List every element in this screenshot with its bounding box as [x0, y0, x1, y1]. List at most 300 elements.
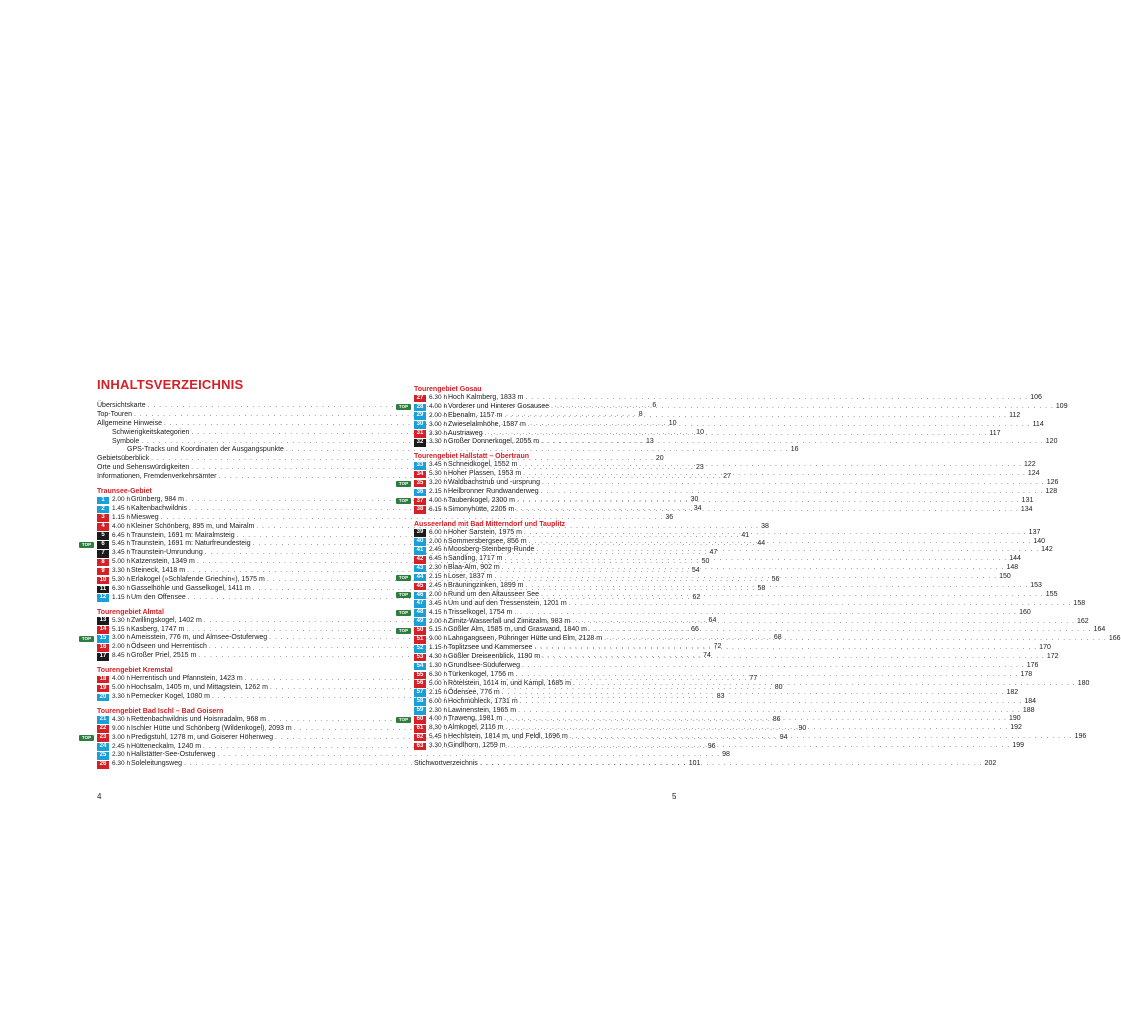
tour-entry[interactable]	[414, 697, 1037, 707]
tour-number-badge: 28	[414, 404, 426, 412]
tour-page: 155	[1045, 590, 1058, 598]
toc-entry-label: Allgemeine Hinweise	[97, 419, 162, 427]
tour-page: 96	[707, 742, 716, 750]
tour-page: 106	[1030, 394, 1042, 401]
tour-entry[interactable]	[414, 505, 1033, 515]
tour-number-badge: 15	[97, 635, 109, 643]
tour-page: 126	[1046, 479, 1059, 487]
tour-duration: 2.30 h	[429, 706, 448, 714]
tour-duration: 3.30 h	[429, 742, 448, 750]
tour-name: Ebenalm, 1157 m	[448, 411, 503, 419]
leader-dots	[494, 573, 997, 582]
section-title: Tourengebiet Kremstal	[97, 667, 173, 675]
leader-dots	[504, 412, 1007, 421]
tour-duration: 6.30 h	[429, 394, 448, 401]
toc-entry-page: 10	[668, 419, 677, 427]
leader-dots	[541, 438, 1044, 447]
leader-dots	[504, 555, 1007, 564]
tour-number-badge: 60	[414, 716, 426, 724]
tour-duration: 5.45 h	[429, 733, 448, 741]
tour-number-badge: 8	[97, 559, 109, 567]
tour-duration: 6.30 h	[429, 670, 448, 678]
toc-entry-page: 10	[696, 428, 704, 436]
tour-number-badge: 48	[414, 609, 426, 617]
tour-page: 62	[692, 593, 701, 601]
leader-dots	[522, 662, 1025, 671]
tour-number-badge: 25	[97, 752, 109, 760]
tour-duration: 3.00 h	[112, 634, 131, 642]
tour-duration: 1.15 h	[429, 644, 448, 652]
tour-name: Hoher Sarstein, 1975 m	[448, 528, 522, 536]
tour-number-badge: 55	[414, 672, 426, 680]
tour-number-badge: 61	[414, 725, 426, 733]
tour-number-badge: 37	[414, 498, 426, 506]
tour-page: 142	[1041, 546, 1053, 554]
tour-name: Lahngangseen, Pühringer Hütte und Elm, 2128 m	[448, 635, 603, 643]
tour-entry[interactable]	[414, 706, 1035, 716]
tour-page: 182	[1006, 688, 1019, 696]
tour-page: 77	[749, 675, 758, 683]
tour-name: Zwillingskogel, 1402 m	[131, 616, 202, 624]
tour-entry[interactable]	[97, 751, 730, 760]
tour-duration: 4.00 h	[429, 715, 448, 723]
tour-number-badge: 33	[414, 462, 426, 470]
tour-duration: 4.00 h	[112, 675, 131, 683]
tour-page: 80	[774, 684, 783, 692]
tour-page: 58	[757, 584, 766, 592]
tour-name: Sandling, 1717 m	[448, 555, 503, 563]
tour-duration: 9.00 h	[429, 635, 448, 643]
tour-page: 128	[1045, 488, 1058, 496]
top-tour-badge: TOP	[396, 610, 411, 616]
index-page: 202	[984, 759, 997, 767]
tour-duration: 4.15 h	[429, 608, 448, 616]
tour-duration: 5.15 h	[429, 626, 448, 634]
tour-page: 94	[779, 733, 788, 741]
tour-duration: 3.30 h	[429, 438, 448, 446]
tour-number-badge: 9	[97, 568, 109, 576]
tour-number-badge: 5	[97, 532, 109, 540]
tour-name: Kasberg, 1747 m	[131, 625, 185, 633]
tour-number-badge: 38	[414, 506, 426, 514]
tour-number-badge: 57	[414, 689, 426, 697]
page-number-right: 5	[672, 792, 677, 801]
tour-number-badge: 3	[97, 514, 109, 522]
tour-duration: 5.45 h	[112, 540, 131, 548]
tour-page: 131	[1021, 496, 1034, 504]
tour-number-badge: 45	[414, 583, 426, 591]
leader-dots	[519, 461, 1022, 470]
tour-duration: 6.30 h	[112, 760, 131, 768]
tour-duration: 2.00 h	[429, 590, 448, 598]
tour-name: Predigstuhl, 1278 m, und Goiserer Höhenweg	[131, 733, 274, 741]
tour-page: 72	[713, 643, 722, 651]
top-tour-badge: TOP	[396, 404, 411, 410]
top-tour-badge: TOP	[396, 717, 411, 723]
tour-page: 74	[703, 652, 711, 660]
leader-dots	[514, 609, 1017, 618]
leader-dots	[551, 403, 1054, 412]
tour-name: Rötelstein, 1614 m, und Kampl, 1685 m	[448, 679, 571, 687]
tour-duration: 3.30 h	[112, 567, 131, 575]
tour-number-badge: 58	[414, 698, 426, 706]
tour-number-badge: 32	[414, 439, 426, 447]
tour-name: Hoher Plassen, 1953 m	[448, 470, 522, 478]
toc-entry-label: Top-Touren	[97, 410, 133, 418]
leader-dots	[525, 394, 1028, 403]
toc-entry-page: 16	[790, 446, 799, 454]
tour-entry[interactable]	[414, 662, 1039, 671]
tour-duration: 5.00 h	[112, 684, 131, 692]
top-tour-badge: TOP	[396, 481, 411, 487]
leader-dots	[542, 479, 1045, 488]
tour-duration: 6.15 h	[429, 505, 448, 513]
tour-name: Ameisstein, 776 m, und Almsee-Ostuferweg	[131, 634, 268, 642]
tour-name: Traunstein, 1691 m: Naturfreundesteig	[131, 540, 251, 548]
tour-number-badge: 26	[97, 761, 109, 769]
tour-page: 188	[1022, 706, 1035, 714]
tour-name: Großer Priel, 2515 m	[131, 652, 197, 660]
tour-page: 50	[701, 558, 710, 566]
tour-number-badge: 18	[97, 676, 109, 684]
tour-name: Zimitz-Wasserfall und Zimitzalm, 983 m	[448, 617, 571, 625]
tour-page: 30	[690, 496, 699, 504]
tour-number-badge: 41	[414, 547, 426, 555]
tour-page: 164	[1093, 626, 1106, 634]
tour-name: Um und auf den Tressenstein, 1201 m	[448, 599, 567, 607]
tour-duration: 6.45 h	[112, 531, 131, 539]
tour-page: 196	[1074, 733, 1087, 741]
tour-name: Traunstein, 1691 m: Mairalmsteig	[131, 531, 235, 539]
tour-name: Gößler Alm, 1585 m, und Graswand, 1840 m	[448, 626, 587, 634]
tour-name: Ischler Hütte und Schönberg (Wildenkogel), 2093 m	[131, 724, 292, 732]
tour-page: 120	[1045, 438, 1058, 446]
top-tour-badge: TOP	[79, 735, 94, 741]
tour-number-badge: 17	[97, 653, 109, 661]
tour-number-badge: 43	[414, 565, 426, 573]
tour-name: Sommersbergsee, 856 m	[448, 537, 527, 545]
tour-page: 172	[1046, 653, 1059, 661]
tour-page: 148	[1006, 564, 1019, 572]
tour-name: Rettenbachwildnis und Hoisnradalm, 968 m	[131, 715, 267, 723]
tour-number-badge: 31	[414, 430, 426, 438]
tour-duration: 8.45 h	[112, 652, 131, 660]
tour-duration: 1.15 h	[112, 513, 131, 521]
tour-page: 68	[773, 634, 782, 642]
tour-duration: 2.45 h	[429, 546, 448, 554]
tour-entry[interactable]	[414, 599, 1086, 609]
tour-duration: 3.30 h	[429, 429, 448, 437]
tour-number-badge: 11	[97, 586, 109, 594]
toc-entry-page: 6	[652, 402, 657, 409]
tour-name: Katzenstein, 1349 m	[131, 558, 195, 566]
leader-dots	[504, 715, 1007, 724]
tour-name: Steineck, 1418 m	[131, 567, 186, 575]
leader-dots	[485, 430, 988, 439]
tour-page: 83	[716, 692, 725, 700]
tour-duration: 5.30 h	[112, 616, 131, 624]
tour-name: Trisselkogel, 1754 m	[448, 608, 513, 616]
leader-dots	[541, 591, 1044, 600]
tour-number-badge: 36	[414, 489, 426, 497]
tour-duration: 1.45 h	[112, 504, 131, 512]
index-label: Stichwortverzeichnis	[414, 759, 478, 767]
tour-number-badge: 30	[414, 421, 426, 429]
tour-number-badge: 2	[97, 506, 109, 514]
tour-name: Hallstätter-See-Ostuferweg	[131, 751, 216, 759]
tour-duration: 6.00 h	[429, 697, 448, 705]
tour-duration: 3.00 h	[429, 420, 448, 428]
tour-duration: 2.00 h	[112, 496, 131, 504]
toc-entry-label: Symbole	[112, 437, 140, 445]
tour-entry[interactable]	[414, 394, 1042, 403]
tour-name: Um den Offensee	[131, 593, 186, 601]
tour-page: 101	[688, 760, 701, 768]
tour-page: 86	[772, 715, 781, 723]
tour-name: Gößler Dreiseenblick, 1190 m	[448, 653, 541, 661]
tour-duration: 3.20 h	[429, 479, 448, 487]
tour-page: 184	[1024, 697, 1037, 705]
leader-dots	[534, 644, 1037, 653]
leader-dots	[541, 488, 1044, 497]
tour-name: Erlakogel (»Schlafende Griechin«), 1575 m	[131, 576, 265, 584]
tour-number-badge: 54	[414, 663, 426, 671]
tour-number-badge: 29	[414, 412, 426, 420]
toc-entry-label: GPS-Tracks und Koordinaten der Ausgangspunkte	[127, 446, 284, 454]
toc-entry-label: Gebietsüberblick	[97, 455, 150, 463]
top-tour-badge: TOP	[396, 628, 411, 634]
leader-dots	[517, 497, 1020, 506]
tour-duration: 4.30 h	[429, 653, 448, 661]
tour-number-badge: 20	[97, 694, 109, 702]
tour-duration: 5.00 h	[112, 558, 131, 566]
toc-entry[interactable]	[97, 446, 799, 455]
tour-number-badge: 50	[414, 627, 426, 635]
toc-entry-label: Übersichtskarte	[97, 402, 146, 409]
page-number-left: 4	[97, 792, 102, 801]
tour-name: Pernecker Kogel, 1080 m	[131, 692, 210, 700]
leader-dots	[570, 733, 1073, 742]
top-tour-badge: TOP	[396, 592, 411, 598]
tour-name: Grundlsee-Süduferweg	[448, 662, 520, 670]
toc-entry-label: Informationen, Fremdenverkehrsämter	[97, 473, 217, 481]
tour-duration: 2.45 h	[429, 582, 448, 590]
tour-number-badge: 16	[97, 644, 109, 652]
leader-dots	[524, 529, 1027, 538]
tour-number-badge: 47	[414, 600, 426, 608]
tour-name: Hochsalm, 1405 m, und Mittagstein, 1262 m	[131, 684, 268, 692]
tour-name: Soleleitungsweg	[131, 760, 182, 768]
tour-entry[interactable]	[97, 513, 674, 523]
tour-page: 38	[761, 522, 769, 530]
tour-number-badge: 19	[97, 685, 109, 693]
tour-page: 90	[798, 724, 807, 732]
tour-duration: 4.00 h	[429, 496, 448, 504]
tour-name: Türkenkogel, 1756 m	[448, 670, 514, 678]
tour-name: Ödensee, 776 m	[448, 688, 500, 696]
tour-name: Großer Donnerkogel, 2055 m	[448, 438, 540, 446]
tour-entry[interactable]	[414, 488, 1058, 497]
tour-name: Heilbronner Rundwanderweg	[448, 488, 539, 496]
tour-page: 144	[1009, 555, 1021, 563]
tour-page: 199	[1012, 742, 1025, 750]
tour-name: Austriaweg	[448, 429, 483, 437]
tour-name: Schneidkogel, 1552 m	[448, 461, 518, 469]
tour-number-badge: 14	[97, 626, 109, 634]
tour-page: 134	[1020, 505, 1033, 513]
tour-duration: 2.00 h	[112, 643, 131, 651]
tour-duration: 6.30 h	[112, 584, 131, 592]
section-title: Tourengebiet Gosau	[414, 386, 482, 393]
tour-number-badge: 21	[97, 716, 109, 724]
tour-page: 112	[1009, 411, 1021, 419]
tour-duration: 2.15 h	[429, 573, 448, 581]
section-title: Traunsee-Gebiet	[97, 488, 152, 496]
tour-page: 153	[1030, 582, 1042, 590]
tour-duration: 5.30 h	[429, 470, 448, 478]
leader-dots	[573, 680, 1076, 689]
tour-page: 66	[691, 625, 699, 633]
leader-dots	[502, 689, 1005, 698]
leader-dots	[604, 635, 1107, 644]
tour-name: Hochmühleck, 1731 m	[448, 697, 518, 705]
tour-number-badge: 46	[414, 592, 426, 600]
leader-dots	[569, 600, 1072, 609]
leader-dots	[528, 421, 1031, 430]
tour-name: Kaltenbachwildnis	[131, 504, 188, 512]
leader-dots	[516, 671, 1019, 680]
tour-number-badge: 34	[414, 471, 426, 479]
tour-duration: 5.30 h	[112, 576, 131, 584]
tour-entry[interactable]	[398, 496, 1034, 506]
tour-duration: 3.00 h	[112, 733, 131, 741]
tour-entry[interactable]	[414, 420, 1044, 430]
tour-number-badge: 23	[97, 734, 109, 742]
tour-page: 114	[1032, 420, 1044, 428]
toc-entry-label: Schwierigkeitskategorien	[112, 428, 190, 436]
tour-name: Almkogel, 2116 m	[448, 724, 504, 732]
leader-dots	[572, 618, 1075, 627]
tour-duration: 5.00 h	[429, 679, 448, 687]
tour-number-badge: 13	[97, 617, 109, 625]
tour-duration: 2.15 h	[429, 488, 448, 496]
tour-entry[interactable]	[398, 479, 1059, 488]
leader-dots	[589, 626, 1092, 635]
tour-duration: 4.00 h	[112, 522, 131, 530]
tour-page: 34	[693, 504, 702, 512]
tour-page: 178	[1020, 670, 1033, 678]
tour-page: 158	[1073, 599, 1086, 607]
tour-entry[interactable]	[398, 402, 1068, 412]
tour-duration: 2.00 h	[429, 617, 448, 625]
tour-page: 190	[1008, 715, 1021, 723]
tour-number-badge: 44	[414, 574, 426, 582]
tour-name: Gindlhorn, 1259 m	[448, 742, 506, 750]
toc-entry-page: 8	[638, 410, 643, 418]
toc-title: INHALTSVERZEICHNIS	[97, 377, 244, 392]
leader-dots	[480, 760, 983, 769]
tour-name: Rund um den Altausseer See	[448, 590, 540, 598]
tour-name: Bräuningzinken, 1899 m	[448, 582, 524, 590]
tour-duration: 9.00 h	[112, 724, 131, 732]
tour-duration: 2.15 h	[429, 688, 448, 696]
tour-name: Kleiner Schönberg, 895 m, und Mairalm	[131, 522, 255, 530]
tour-name: Herrentisch und Pfannstein, 1423 m	[131, 675, 243, 683]
section-title: Ausseerland mit Bad Mitterndorf und Tauplitz	[414, 520, 566, 528]
tour-number-badge: 6	[97, 541, 109, 549]
tour-name: Hechlstein, 1814 m, und Feldl, 1696 m	[448, 733, 568, 741]
tour-number-badge: 42	[414, 556, 426, 564]
leader-dots	[506, 724, 1009, 733]
tour-number-badge: 7	[97, 550, 109, 558]
tour-duration: 3.45 h	[429, 599, 448, 607]
tour-duration: 4.30 h	[112, 715, 131, 723]
tour-name: Waldbachstrub und -ursprung	[448, 479, 540, 487]
tour-name: Simonyhütte, 2205 m	[448, 505, 515, 513]
tour-page: 176	[1026, 662, 1039, 670]
tour-name: Moosberg-Steinberg-Runde	[448, 546, 535, 554]
leader-dots	[520, 698, 1023, 707]
tour-number-badge: 63	[414, 743, 426, 751]
tour-duration: 1.30 h	[429, 662, 448, 670]
tour-duration: 2.00 h	[429, 411, 448, 419]
leader-dots	[536, 546, 1039, 555]
leader-dots	[508, 742, 1011, 751]
tour-page: 124	[1027, 470, 1040, 478]
tour-name: Vorderer und Hinterer Gosausee	[448, 402, 550, 410]
tour-page: 122	[1024, 461, 1036, 469]
toc-entry-page: 20	[655, 455, 664, 463]
toc-entry-label: Orte und Sehenswürdigkeiten	[97, 464, 190, 472]
tour-number-badge: 22	[97, 725, 109, 733]
section-title: Tourengebiet Hallstatt – Obertraun	[414, 453, 529, 461]
tour-page: 109	[1055, 402, 1068, 410]
tour-number-badge: 24	[97, 743, 109, 751]
top-tour-badge: TOP	[396, 575, 411, 581]
tour-entry[interactable]	[414, 411, 1021, 421]
tour-entry[interactable]	[414, 438, 1058, 447]
tour-name: Traunstein-Umrundung	[131, 549, 203, 557]
tour-number-badge: 27	[414, 395, 426, 403]
tour-page: 98	[722, 751, 730, 759]
toc-entry-page: 23	[695, 464, 704, 472]
tour-page: 160	[1019, 608, 1031, 616]
tour-duration: 6.45 h	[429, 555, 448, 563]
tour-duration: 3.30 h	[112, 692, 131, 700]
leader-dots	[516, 506, 1019, 515]
leader-dots	[523, 470, 1026, 479]
tour-number-badge: 56	[414, 680, 426, 688]
tour-number-badge: 53	[414, 654, 426, 662]
tour-page: 166	[1108, 635, 1121, 643]
tour-name: Loser, 1837 m	[448, 573, 493, 581]
tour-name: Traweng, 1981 m	[448, 715, 503, 723]
tour-entry[interactable]	[398, 608, 1031, 618]
tour-duration: 2.45 h	[112, 742, 131, 750]
tour-name: Toplitzsee und Kammersee	[448, 644, 533, 652]
tour-name: Ödseen und Herrentisch	[131, 643, 207, 651]
tour-number-badge: 39	[414, 529, 426, 537]
tour-page: 64	[708, 616, 717, 624]
tour-name: Hütteneckalm, 1240 m	[131, 742, 202, 750]
tour-duration: 3.45 h	[112, 549, 131, 557]
tour-entry[interactable]	[398, 590, 1058, 600]
section-title: Tourengebiet Bad Ischl – Bad Goisern	[97, 707, 224, 715]
tour-number-badge: 35	[414, 480, 426, 488]
tour-number-badge: 40	[414, 538, 426, 546]
tour-duration: 6.00 h	[429, 528, 448, 536]
tour-page: 170	[1039, 644, 1051, 652]
